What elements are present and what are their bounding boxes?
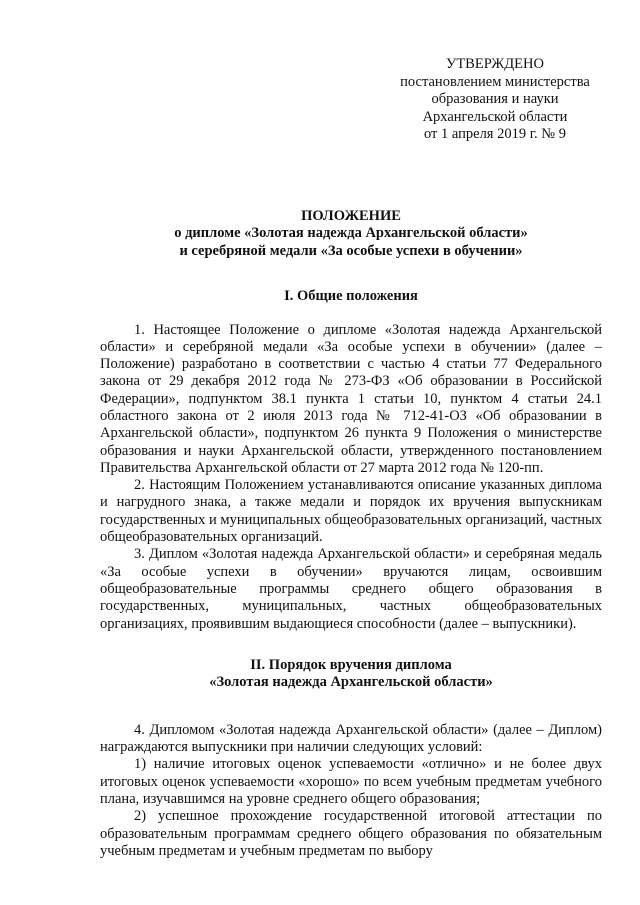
approval-line: УТВЕРЖДЕНО — [446, 56, 544, 72]
title-subtitle: и серебряной медали «За особые успехи в обучении» — [179, 242, 523, 259]
title-heading: ПОЛОЖЕНИЕ — [301, 207, 401, 224]
paragraph: 1) наличие итоговых оценок успеваемости «отлично» и не более двух итоговых оценок успеваемости «хорошо» по всем учебным предметам учебного плана, изучавшимся на уровне среднего общего образования; — [100, 756, 602, 808]
title-subtitle: о дипломе «Золотая надежда Архангельской области» — [174, 225, 528, 241]
paragraph: 3. Диплом «Золотая надежда Архангельской области» и серебряная медаль «За особые успехи в обучении» вручаются лицам, освоившим общеобразовательные программы среднего общего образования в государственных, муниципальных, частных общеобразовательных организациях, проявившим выдающиеся способности (далее – выпускники). — [100, 546, 602, 632]
paragraph: 2. Настоящим Положением устанавливаются описание указанных диплома и нагрудного знака, а также медали и порядок их вручения выпускникам государственных и муниципальных общеобразовательных организаций, частных общеобразовательных организаций. — [100, 477, 602, 546]
section-heading-general: I. Общие положения — [284, 288, 418, 304]
paragraph: 1. Настоящее Положение о дипломе «Золотая надежда Архангельской области» и серебряной медали «За особые успехи в обучении» (далее – Положение) разработано в соответствии с частью 4 статьи 77 Федерального закона от 29 декабря 2012 года № 273-ФЗ «Об образовании в Российской Федерации», подпунктом 38.1 пункта 1 статьи 10, пунктом 4 статьи 24.1 областного закона от 2 июля 2013 года № 712-41-ОЗ «Об образовании в Архангельской области», подпунктом 26 пункта 9 Положения о министерстве образования и науки Архангельской области, утвержденного постановлением Правительства Архангельской области от 27 марта 2012 года № 120-пп. — [100, 321, 602, 476]
paragraph: 4. Дипломом «Золотая надежда Архангельской области» (далее – Диплом) награждаются выпускники при наличии следующих условий: — [100, 721, 602, 756]
section-heading-diploma — [100, 657, 602, 692]
document-title — [100, 208, 602, 261]
approval-line: образования и науки — [431, 91, 559, 107]
section-heading-line: II. Порядок вручения диплома — [250, 656, 452, 673]
paragraph: 2) успешное прохождение государственной итоговой аттестации по образовательным программам среднего общего образования по обязательным учебным предметам и учебным предметам по выбору — [100, 808, 602, 859]
approval-line: постановлением министерства — [400, 73, 590, 90]
approval-line: от 1 апреля 2019 г. № 9 — [423, 126, 566, 142]
section-heading-line: «Золотая надежда Архангельской области» — [209, 674, 493, 691]
approval-line: Архангельской области — [422, 108, 568, 125]
approval-stamp — [388, 56, 602, 144]
